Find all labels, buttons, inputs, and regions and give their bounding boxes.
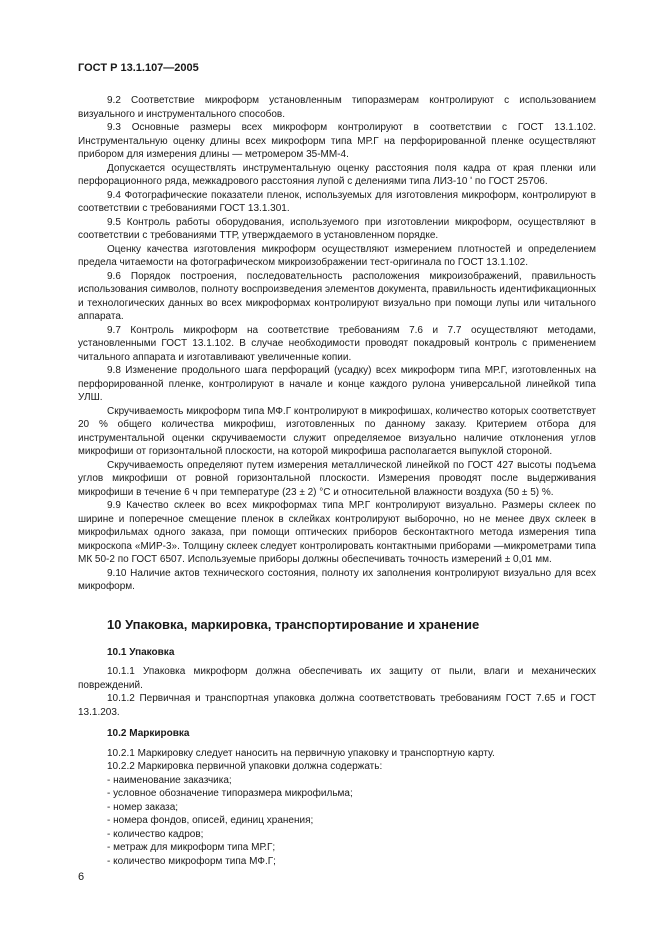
paragraph-9-2: 9.2 Соответствие микроформ установленным типоразмерам контролируют с использованием визуального и инструментального способов. <box>78 95 596 120</box>
paragraph-9-9: 9.9 Качество склеек во всех микроформах типа МР.Г контролируют визуально. Размеры склеек по ширине и поперечное смещение пленок в склейках контролируют выборочно, но не менее двух склеек в микрофильмах одного заказа, при помощи оптических приборов бесконтактного метода измерения типа микроскопа «МИР-3». Толщину склеек следует контролировать контактными приборами —микрометрами типа МК 50-2 по ГОСТ 6507. Используемые приборы должны обеспечивать точность измерений ± 0,01 мм. <box>78 500 596 565</box>
paragraph-9-3: 9.3 Основные размеры всех микроформ контролируют в соответствии с ГОСТ 13.1.102. Инструментальную оценку длины всех микроформ типа МР.Г на перфорированной пленке осуществляют прибором для измерения длины — метромером 35-ММ-4. <box>78 122 596 160</box>
list-item: - количество микроформ типа МФ.Г; <box>107 855 276 867</box>
paragraph-9-4: 9.4 Фотографические показатели пленок, используемых для изготовления микроформ, контролируют в соответствии с требованиями ГОСТ 13.1.301. <box>78 189 596 214</box>
paragraph-9-6: 9.6 Порядок построения, последовательность расположения микроизображений, правильность использования символов, полноту воспроизведения элементов документа, правильность идентификационных и технологических данных во всех микроформах контролируют визуально при помощи лупы или читального аппарата. <box>78 270 596 322</box>
list-item: - количество кадров; <box>107 828 204 840</box>
list-item: - наименование заказчика; <box>107 774 232 786</box>
paragraph-9-5-note: Оценку качества изготовления микроформ осуществляют измерением плотностей и определением предела читаемости на фотографическом микроизображении тест-оригинала по ГОСТ 13.1.102. <box>78 243 596 268</box>
section-10-title: 10 Упаковка, маркировка, транспортирование и хранение <box>107 616 480 632</box>
paragraph-10-2-1: 10.2.1 Маркировку следует наносить на первичную упаковку и транспортную карту. <box>107 747 495 759</box>
page-header: ГОСТ Р 13.1.107—2005 <box>78 62 199 74</box>
page-number: 6 <box>78 871 85 883</box>
paragraph-9-8: 9.8 Изменение продольного шага перфораций (усадку) всех микроформ типа МР.Г, изготовленных на перфорированной пленке, контролируют в начале и конце каждого рулона универсальной линейкой типа УЛШ. <box>78 365 596 403</box>
paragraph-9-10: 9.10 Наличие актов технического состояния, полноту их заполнения контролируют визуально для всех микроформ. <box>78 567 596 592</box>
list-item: - условное обозначение типоразмера микрофильма; <box>107 788 353 799</box>
document-body <box>78 94 596 868</box>
paragraph-9-3-note: Допускается осуществлять инструментальную оценку расстояния поля кадра от края пленки или перфорационного ряда, межкадрового расстояния лупой с делениями типа ЛИЗ-10 ʹ по ГОСТ 25706. <box>78 162 596 187</box>
paragraph-9-7: 9.7 Контроль микроформ на соответствие требованиям 7.6 и 7.7 осуществляют методами, установленными ГОСТ 13.1.102. В случае необходимости проводят покадровый контроль с применением читального аппарата и изготавливают увеличенные копии. <box>78 324 596 363</box>
list-item: - номера фондов, описей, единиц хранения; <box>107 815 314 826</box>
subsection-10-2-title: 10.2 Маркировка <box>107 728 190 739</box>
paragraph-10-2-2: 10.2.2 Маркировка первичной упаковки должна содержать: <box>107 761 383 772</box>
paragraph-10-1-2: 10.1.2 Первичная и транспортная упаковка должна соответствовать требованиям ГОСТ 7.65 и ГОСТ 13.1.203. <box>78 693 596 718</box>
paragraph-10-1-1: 10.1.1 Упаковка микроформ должна обеспечивать их защиту от пыли, влаги и механических повреждений. <box>78 666 596 691</box>
subsection-10-1-title: 10.1 Упаковка <box>107 646 175 658</box>
list-item: - номер заказа; <box>107 801 179 813</box>
paragraph-9-8-measure: Скручиваемость определяют путем измерения металлической линейкой по ГОСТ 427 высоты подъема углов микрофиши от ровной горизонтальной плоскости. Измерения проводят после выдерживания микрофиши в течение 6 ч при температуре (23 ± 2) °С и относительной влажности воздуха (50 ± 5) %. <box>78 459 596 498</box>
paragraph-9-5: 9.5 Контроль работы оборудования, используемого при изготовлении микроформ, осуществляют в соответствии с требованиями ТТР, утверждаемого в установленном порядке. <box>78 216 596 241</box>
paragraph-9-8-curl: Скручиваемость микроформ типа МФ.Г контролируют в микрофишах, количество которых соответствует 20 % общего количества микрофиш, изготовленных по данному заказу. Критерием отбора для инструментальной оценки скручиваемости служит определяемое визуально наличие отклонения углов микрофиши от горизонтальной плоскости, на которой микрофиша располагается выпуклой стороной. <box>78 405 596 457</box>
list-item: - метраж для микроформ типа МР.Г; <box>107 842 276 853</box>
